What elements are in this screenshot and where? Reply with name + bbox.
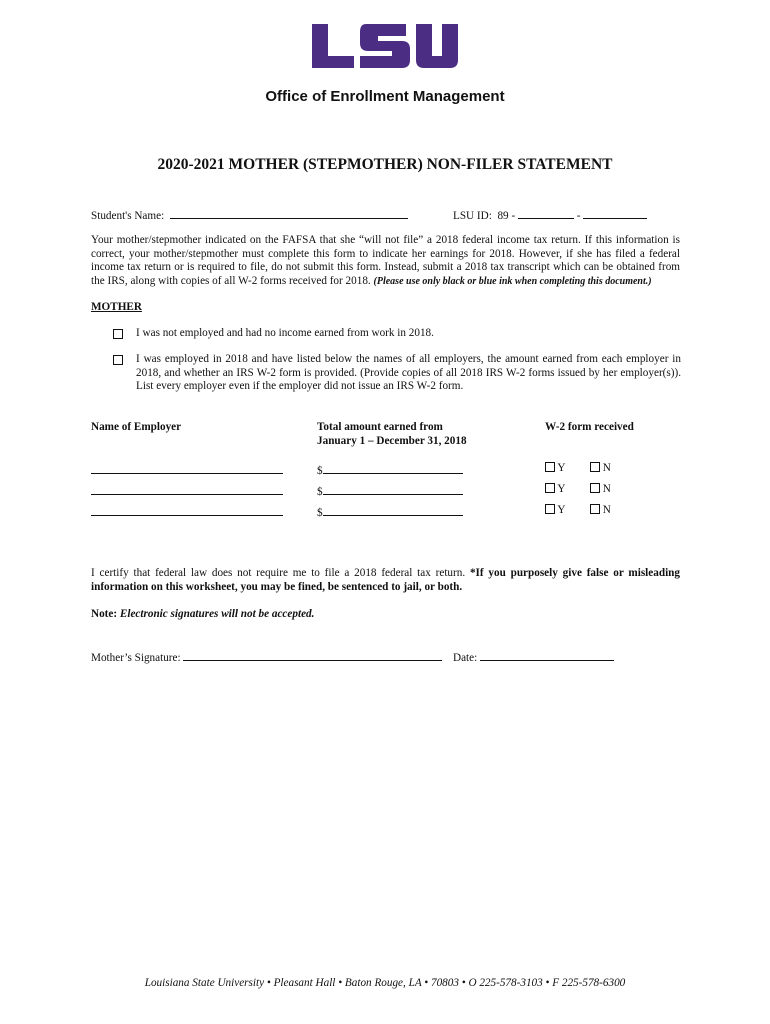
amount-cell	[317, 483, 463, 500]
certification-paragraph	[91, 567, 680, 594]
student-name-row	[91, 207, 408, 224]
table-row	[91, 462, 283, 479]
w2-no-checkbox[interactable]	[590, 483, 600, 493]
w2-yes-label: Y	[557, 504, 566, 516]
w2-no-label: N	[602, 504, 611, 516]
w2-yes-cell	[545, 483, 565, 497]
date-label: Date:	[453, 652, 478, 664]
ink-note: (Please use only black or blue ink when completing this document.)	[373, 275, 652, 287]
certification-warning: *If you purposely give false or misleading information on this worksheet, you may be fined, be sentenced to jail, or both.	[91, 567, 680, 593]
w2-yes-cell	[545, 462, 565, 476]
option-employed-checkbox[interactable]	[113, 355, 123, 365]
amount-field[interactable]	[323, 462, 463, 474]
lsu-logo	[310, 22, 460, 70]
w2-yes-label: Y	[557, 483, 566, 495]
w2-yes-checkbox[interactable]	[545, 483, 555, 493]
col-amount-header	[317, 421, 467, 448]
w2-no-checkbox[interactable]	[590, 504, 600, 514]
w2-no-cell	[590, 483, 611, 497]
signature-label: Mother’s Signature:	[91, 652, 181, 664]
w2-no-checkbox[interactable]	[590, 462, 600, 472]
signature-field[interactable]	[183, 649, 442, 661]
w2-yes-checkbox[interactable]	[545, 462, 555, 472]
intro-text: Your mother/stepmother indicated on the FAFSA that she “will not file” a 2018 federal income tax return. If this information is correct, your mother/stepmother must complete this form to indicate her earnings for 2018. However, if she has filed a federal income tax return or is required to file, do not submit this form. Instead, submit a 2018 tax transcript which can be obtained from the IRS, along with copies of all W-2 forms received for 2018.	[91, 234, 680, 287]
w2-no-label: N	[602, 462, 611, 474]
note-row	[91, 608, 314, 622]
w2-no-cell	[590, 504, 611, 518]
lsu-id-field-2[interactable]	[583, 207, 647, 219]
lsu-id-row	[453, 207, 647, 224]
lsu-id-prefix: 89 -	[497, 210, 516, 222]
dollar-sign: $	[317, 465, 323, 477]
amount-cell	[317, 462, 463, 479]
option-employed-label: I was employed in 2018 and have listed below the names of all employers, the amount earned from each employer in 2018, and whether an IRS W-2 form is provided. (Provide copies of all 2018 IRS W-2 forms issued by her employer(s)). List every employer even if the employer did not issue an IRS W-2 form.	[136, 353, 681, 393]
table-row	[91, 483, 283, 500]
w2-no-label: N	[602, 483, 611, 495]
date-field[interactable]	[480, 649, 614, 661]
w2-yes-label: Y	[557, 462, 566, 474]
amount-cell	[317, 504, 463, 521]
signature-row	[91, 649, 442, 666]
employer-name-field[interactable]	[91, 462, 283, 474]
footer-address: Louisiana State University • Pleasant Hall • Baton Rouge, LA • 70803 • O 225-578-3103 • F 225-578-6300	[144, 977, 626, 989]
col-amount-header-line2: January 1 – December 31, 2018	[317, 434, 467, 447]
option-not-employed-checkbox[interactable]	[113, 329, 123, 339]
certification-text: I certify that federal law does not require me to file a 2018 federal tax return.	[91, 567, 466, 579]
student-name-label: Student's Name:	[91, 210, 165, 222]
w2-no-cell	[590, 462, 611, 476]
dollar-sign: $	[317, 507, 323, 519]
date-row	[453, 649, 614, 666]
form-title: 2020-2021 MOTHER (STEPMOTHER) NON-FILER STATEMENT	[157, 156, 613, 173]
office-heading: Office of Enrollment Management	[265, 88, 505, 105]
col-employer-header: Name of Employer	[91, 421, 182, 433]
col-w2-header: W-2 form received	[545, 421, 634, 433]
employer-name-field[interactable]	[91, 504, 283, 516]
mother-heading: MOTHER	[91, 301, 142, 313]
w2-yes-cell	[545, 504, 565, 518]
table-row	[91, 504, 283, 521]
lsu-id-separator: -	[576, 210, 581, 222]
col-amount-header-line1: Total amount earned from	[317, 421, 443, 433]
student-name-field[interactable]	[170, 207, 408, 219]
dollar-sign: $	[317, 486, 323, 498]
intro-paragraph	[91, 234, 680, 288]
note-text: Electronic signatures will not be accepted.	[119, 608, 315, 620]
lsu-id-field-1[interactable]	[518, 207, 574, 219]
amount-field[interactable]	[323, 504, 463, 516]
option-not-employed-label: I was not employed and had no income earned from work in 2018.	[136, 327, 434, 339]
w2-yes-checkbox[interactable]	[545, 504, 555, 514]
amount-field[interactable]	[323, 483, 463, 495]
note-label: Note:	[91, 608, 118, 620]
employer-name-field[interactable]	[91, 483, 283, 495]
lsu-id-label: LSU ID:	[453, 210, 492, 222]
